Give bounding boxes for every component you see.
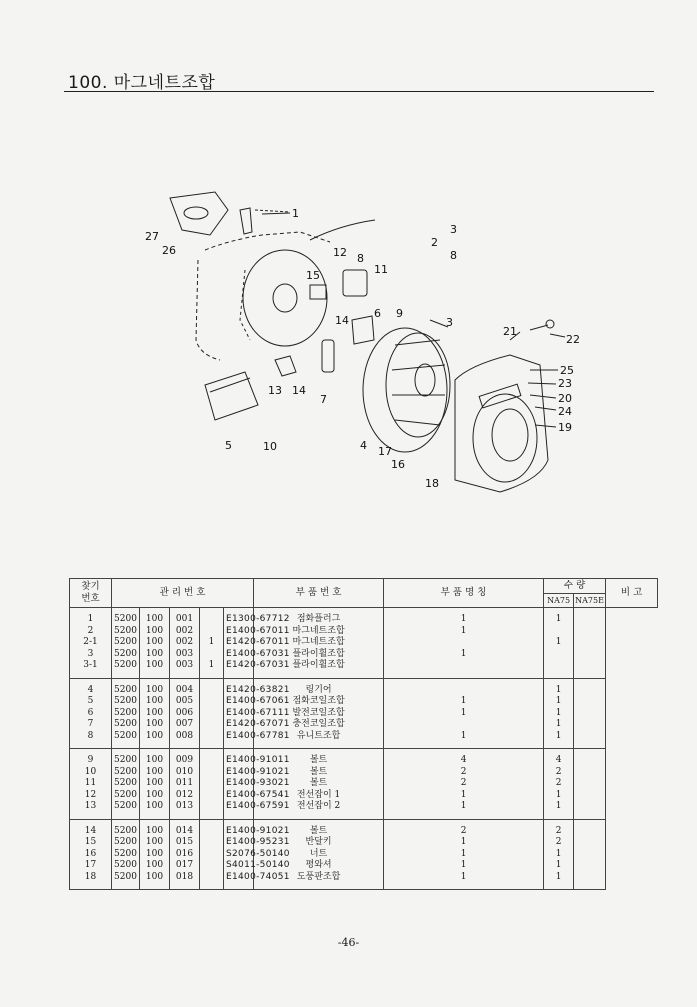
cell-c: 003 xyxy=(170,660,200,678)
cell-ref: 5 xyxy=(70,696,112,708)
cell-name: 볼트 xyxy=(254,819,384,837)
cell-pn: E1400-93021 xyxy=(224,778,254,790)
cell-remark xyxy=(574,819,606,837)
cell-remark xyxy=(574,849,606,861)
cell-c: 015 xyxy=(170,837,200,849)
cell-name: 반달키 xyxy=(254,837,384,849)
cell-q1: 2 xyxy=(384,819,544,837)
cell-b: 100 xyxy=(140,778,170,790)
cell-ref: 18 xyxy=(70,872,112,890)
cell-q2: 2 xyxy=(544,778,574,790)
cell-c: 014 xyxy=(170,819,200,837)
cell-q1: 1 xyxy=(384,849,544,861)
exploded-parts-diagram xyxy=(0,180,697,510)
cell-a: 5200 xyxy=(112,860,140,872)
cell-name: 발전코일조합 xyxy=(254,708,384,720)
cell-c: 006 xyxy=(170,708,200,720)
cell-pn: E1400-67111 xyxy=(224,708,254,720)
table-row xyxy=(70,678,658,696)
cell-name: 플라이휠조합 xyxy=(254,649,384,661)
cell-remark xyxy=(574,608,606,626)
table-row xyxy=(70,608,658,626)
cell-b: 100 xyxy=(140,731,170,749)
cell-q1 xyxy=(384,637,544,649)
cell-d xyxy=(200,626,224,638)
table-row xyxy=(70,749,658,767)
cell-b: 100 xyxy=(140,849,170,861)
cell-q2: 1 xyxy=(544,849,574,861)
cell-q2: 1 xyxy=(544,708,574,720)
cell-c: 008 xyxy=(170,731,200,749)
cell-pn: E1400-67781 xyxy=(224,731,254,749)
svg-text:2: 2 xyxy=(431,236,438,249)
cell-b: 100 xyxy=(140,860,170,872)
svg-text:7: 7 xyxy=(320,393,327,406)
svg-text:3: 3 xyxy=(450,223,457,236)
cell-name: 전선잡이 1 xyxy=(254,790,384,802)
cell-pn: E1420-63821 xyxy=(224,678,254,696)
cell-remark xyxy=(574,649,606,661)
cell-remark xyxy=(574,790,606,802)
cell-c: 010 xyxy=(170,767,200,779)
svg-text:22: 22 xyxy=(566,333,580,346)
table-row xyxy=(70,849,658,861)
cell-q1: 1 xyxy=(384,790,544,802)
cell-q2: 1 xyxy=(544,801,574,819)
table-row xyxy=(70,819,658,837)
cell-a: 5200 xyxy=(112,731,140,749)
table-row xyxy=(70,837,658,849)
cell-name: 평와셔 xyxy=(254,860,384,872)
cell-a: 5200 xyxy=(112,767,140,779)
cell-pn: E1400-67591 xyxy=(224,801,254,819)
svg-text:16: 16 xyxy=(391,458,405,471)
cell-q1: 1 xyxy=(384,708,544,720)
table-row xyxy=(70,790,658,802)
cell-d xyxy=(200,678,224,696)
cell-a: 5200 xyxy=(112,649,140,661)
cell-a: 5200 xyxy=(112,660,140,678)
cell-d xyxy=(200,819,224,837)
cell-q2: 1 xyxy=(544,696,574,708)
cell-q2: 1 xyxy=(544,608,574,626)
cell-a: 5200 xyxy=(112,819,140,837)
cell-c: 005 xyxy=(170,696,200,708)
cell-q1: 1 xyxy=(384,608,544,626)
cell-name: 마그네트조합 xyxy=(254,637,384,649)
cell-q2 xyxy=(544,649,574,661)
cell-name: 볼트 xyxy=(254,767,384,779)
cell-b: 100 xyxy=(140,678,170,696)
cell-pn: E1400-67011 xyxy=(224,626,254,638)
cell-ref: 12 xyxy=(70,790,112,802)
table-row xyxy=(70,860,658,872)
cell-name: 볼트 xyxy=(254,749,384,767)
cell-remark xyxy=(574,731,606,749)
cell-remark xyxy=(574,872,606,890)
cell-q2: 2 xyxy=(544,767,574,779)
cell-q1 xyxy=(384,660,544,678)
cell-q2 xyxy=(544,660,574,678)
cell-q1 xyxy=(384,719,544,731)
table-row xyxy=(70,696,658,708)
cell-q1 xyxy=(384,678,544,696)
svg-text:27: 27 xyxy=(145,230,159,243)
cell-c: 002 xyxy=(170,626,200,638)
cell-a: 5200 xyxy=(112,626,140,638)
cell-c: 009 xyxy=(170,749,200,767)
header-na75e: NA75E xyxy=(574,593,606,608)
cell-remark xyxy=(574,749,606,767)
table-row xyxy=(70,660,658,678)
cell-name: 충전코일조합 xyxy=(254,719,384,731)
cell-q2: 1 xyxy=(544,637,574,649)
cell-ref: 17 xyxy=(70,860,112,872)
cell-b: 100 xyxy=(140,637,170,649)
cell-q2: 1 xyxy=(544,860,574,872)
cell-q2: 2 xyxy=(544,837,574,849)
cell-b: 100 xyxy=(140,649,170,661)
cell-d xyxy=(200,872,224,890)
cell-q1: 1 xyxy=(384,860,544,872)
svg-text:25: 25 xyxy=(560,364,574,377)
svg-text:13: 13 xyxy=(268,384,282,397)
cell-pn: E1420-67011 xyxy=(224,637,254,649)
cell-q2: 2 xyxy=(544,819,574,837)
cell-q2: 1 xyxy=(544,719,574,731)
header-part-name: 부 품 명 칭 xyxy=(384,579,544,608)
cell-d xyxy=(200,708,224,720)
svg-text:19: 19 xyxy=(558,421,572,434)
cell-remark xyxy=(574,708,606,720)
cell-name: 볼트 xyxy=(254,778,384,790)
header-na75: NA75 xyxy=(544,593,574,608)
cell-c: 018 xyxy=(170,872,200,890)
cell-pn: E1420-67031 xyxy=(224,660,254,678)
cell-ref: 9 xyxy=(70,749,112,767)
cell-remark xyxy=(574,626,606,638)
cell-ref: 10 xyxy=(70,767,112,779)
svg-text:23: 23 xyxy=(558,377,572,390)
cell-a: 5200 xyxy=(112,678,140,696)
cell-a: 5200 xyxy=(112,778,140,790)
cell-ref: 14 xyxy=(70,819,112,837)
table-header-row xyxy=(70,579,658,594)
cell-q2: 1 xyxy=(544,872,574,890)
table-row xyxy=(70,767,658,779)
cell-remark xyxy=(574,678,606,696)
svg-text:9: 9 xyxy=(396,307,403,320)
cell-name: 점화코일조합 xyxy=(254,696,384,708)
cell-pn: S4011-50140 xyxy=(224,860,254,872)
cell-remark xyxy=(574,696,606,708)
cell-q2: 4 xyxy=(544,749,574,767)
parts-table xyxy=(69,578,658,890)
cell-b: 100 xyxy=(140,872,170,890)
cell-d xyxy=(200,767,224,779)
cell-c: 007 xyxy=(170,719,200,731)
cell-ref: 3-1 xyxy=(70,660,112,678)
cell-b: 100 xyxy=(140,749,170,767)
cell-pn: E1400-67541 xyxy=(224,790,254,802)
cell-remark xyxy=(574,660,606,678)
cell-d: 1 xyxy=(200,637,224,649)
svg-text:15: 15 xyxy=(306,269,320,282)
svg-text:24: 24 xyxy=(558,405,572,418)
cell-q1: 1 xyxy=(384,626,544,638)
cell-ref: 3 xyxy=(70,649,112,661)
cell-d xyxy=(200,731,224,749)
svg-text:8: 8 xyxy=(450,249,457,262)
cell-d xyxy=(200,778,224,790)
table-row xyxy=(70,872,658,890)
cell-remark xyxy=(574,837,606,849)
table-row xyxy=(70,637,658,649)
cell-d xyxy=(200,849,224,861)
cell-name: 링기어 xyxy=(254,678,384,696)
header-qty: 수 량 xyxy=(544,579,606,594)
cell-ref: 15 xyxy=(70,837,112,849)
cell-pn: E1400-67061 xyxy=(224,696,254,708)
cell-d xyxy=(200,749,224,767)
page-number: -46- xyxy=(337,936,360,949)
cell-d xyxy=(200,608,224,626)
svg-text:11: 11 xyxy=(374,263,388,276)
svg-text:12: 12 xyxy=(333,246,347,259)
cell-remark xyxy=(574,637,606,649)
cell-a: 5200 xyxy=(112,637,140,649)
cell-c: 012 xyxy=(170,790,200,802)
cell-b: 100 xyxy=(140,801,170,819)
cell-pn: S2076-50140 xyxy=(224,849,254,861)
cell-a: 5200 xyxy=(112,708,140,720)
svg-text:21: 21 xyxy=(503,325,517,338)
cell-name: 플라이휠조합 xyxy=(254,660,384,678)
cell-a: 5200 xyxy=(112,749,140,767)
cell-q1: 1 xyxy=(384,801,544,819)
table-row xyxy=(70,719,658,731)
cell-b: 100 xyxy=(140,660,170,678)
cell-b: 100 xyxy=(140,626,170,638)
cell-ref: 7 xyxy=(70,719,112,731)
cell-a: 5200 xyxy=(112,837,140,849)
cell-q1: 1 xyxy=(384,872,544,890)
table-row xyxy=(70,778,658,790)
table-row xyxy=(70,731,658,749)
svg-text:6: 6 xyxy=(374,307,381,320)
cell-ref: 16 xyxy=(70,849,112,861)
cell-ref: 13 xyxy=(70,801,112,819)
header-remark: 비 고 xyxy=(606,579,658,608)
cell-remark xyxy=(574,767,606,779)
cell-name: 전선잡이 2 xyxy=(254,801,384,819)
cell-pn: E1400-67031 xyxy=(224,649,254,661)
cell-remark xyxy=(574,719,606,731)
svg-text:10: 10 xyxy=(263,440,277,453)
cell-b: 100 xyxy=(140,708,170,720)
table-row xyxy=(70,708,658,720)
cell-b: 100 xyxy=(140,696,170,708)
cell-q2 xyxy=(544,626,574,638)
cell-c: 004 xyxy=(170,678,200,696)
cell-ref: 2-1 xyxy=(70,637,112,649)
cell-d xyxy=(200,696,224,708)
cell-d xyxy=(200,837,224,849)
cell-q1: 2 xyxy=(384,778,544,790)
cell-a: 5200 xyxy=(112,790,140,802)
cell-pn: E1400-91021 xyxy=(224,767,254,779)
cell-name: 마그네트조합 xyxy=(254,626,384,638)
cell-c: 017 xyxy=(170,860,200,872)
cell-q1: 2 xyxy=(384,767,544,779)
cell-b: 100 xyxy=(140,608,170,626)
header-ref-no: 찾기 번호 xyxy=(70,579,112,608)
cell-pn: E1420-67071 xyxy=(224,719,254,731)
header-part-no: 부 품 번 호 xyxy=(254,579,384,608)
cell-a: 5200 xyxy=(112,608,140,626)
cell-name: 점화플러그 xyxy=(254,608,384,626)
cell-pn: E1400-91021 xyxy=(224,819,254,837)
cell-ref: 4 xyxy=(70,678,112,696)
svg-text:17: 17 xyxy=(378,445,392,458)
svg-text:4: 4 xyxy=(360,439,367,452)
svg-text:18: 18 xyxy=(425,477,439,490)
cell-d xyxy=(200,801,224,819)
svg-text:14: 14 xyxy=(292,384,306,397)
svg-text:3: 3 xyxy=(446,316,453,329)
svg-text:5: 5 xyxy=(225,439,232,452)
cell-ref: 8 xyxy=(70,731,112,749)
cell-d xyxy=(200,719,224,731)
cell-q1: 1 xyxy=(384,696,544,708)
title-divider xyxy=(64,91,654,92)
cell-q2: 1 xyxy=(544,731,574,749)
cell-q1: 1 xyxy=(384,731,544,749)
cell-a: 5200 xyxy=(112,801,140,819)
cell-q2: 1 xyxy=(544,790,574,802)
cell-a: 5200 xyxy=(112,872,140,890)
cell-ref: 11 xyxy=(70,778,112,790)
cell-a: 5200 xyxy=(112,719,140,731)
table-row xyxy=(70,626,658,638)
table-row xyxy=(70,801,658,819)
cell-d xyxy=(200,860,224,872)
cell-c: 002 xyxy=(170,637,200,649)
cell-name: 너트 xyxy=(254,849,384,861)
cell-b: 100 xyxy=(140,837,170,849)
cell-b: 100 xyxy=(140,819,170,837)
cell-name: 유니트조합 xyxy=(254,731,384,749)
table-row xyxy=(70,649,658,661)
cell-c: 001 xyxy=(170,608,200,626)
cell-b: 100 xyxy=(140,719,170,731)
cell-c: 013 xyxy=(170,801,200,819)
svg-text:8: 8 xyxy=(357,252,364,265)
cell-c: 016 xyxy=(170,849,200,861)
cell-c: 003 xyxy=(170,649,200,661)
cell-pn: E1400-91011 xyxy=(224,749,254,767)
svg-text:26: 26 xyxy=(162,244,176,257)
cell-q1: 1 xyxy=(384,649,544,661)
cell-remark xyxy=(574,801,606,819)
cell-d xyxy=(200,790,224,802)
cell-ref: 1 xyxy=(70,608,112,626)
cell-pn: E1300-67712 xyxy=(224,608,254,626)
cell-d: 1 xyxy=(200,660,224,678)
cell-d xyxy=(200,649,224,661)
header-mgmt-no: 관 리 번 호 xyxy=(112,579,254,608)
cell-ref: 2 xyxy=(70,626,112,638)
cell-q1: 4 xyxy=(384,749,544,767)
cell-pn: E1400-95231 xyxy=(224,837,254,849)
cell-ref: 6 xyxy=(70,708,112,720)
cell-q2: 1 xyxy=(544,678,574,696)
svg-text:20: 20 xyxy=(558,392,572,405)
cell-b: 100 xyxy=(140,790,170,802)
page-title: 100. 마그네트조합 xyxy=(68,73,216,93)
cell-name: 도풍판조합 xyxy=(254,872,384,890)
cell-remark xyxy=(574,778,606,790)
cell-b: 100 xyxy=(140,767,170,779)
svg-text:14: 14 xyxy=(335,314,349,327)
cell-c: 011 xyxy=(170,778,200,790)
cell-pn: E1400-74051 xyxy=(224,872,254,890)
cell-a: 5200 xyxy=(112,849,140,861)
cell-q1: 1 xyxy=(384,837,544,849)
svg-text:1: 1 xyxy=(292,207,299,220)
cell-remark xyxy=(574,860,606,872)
cell-a: 5200 xyxy=(112,696,140,708)
